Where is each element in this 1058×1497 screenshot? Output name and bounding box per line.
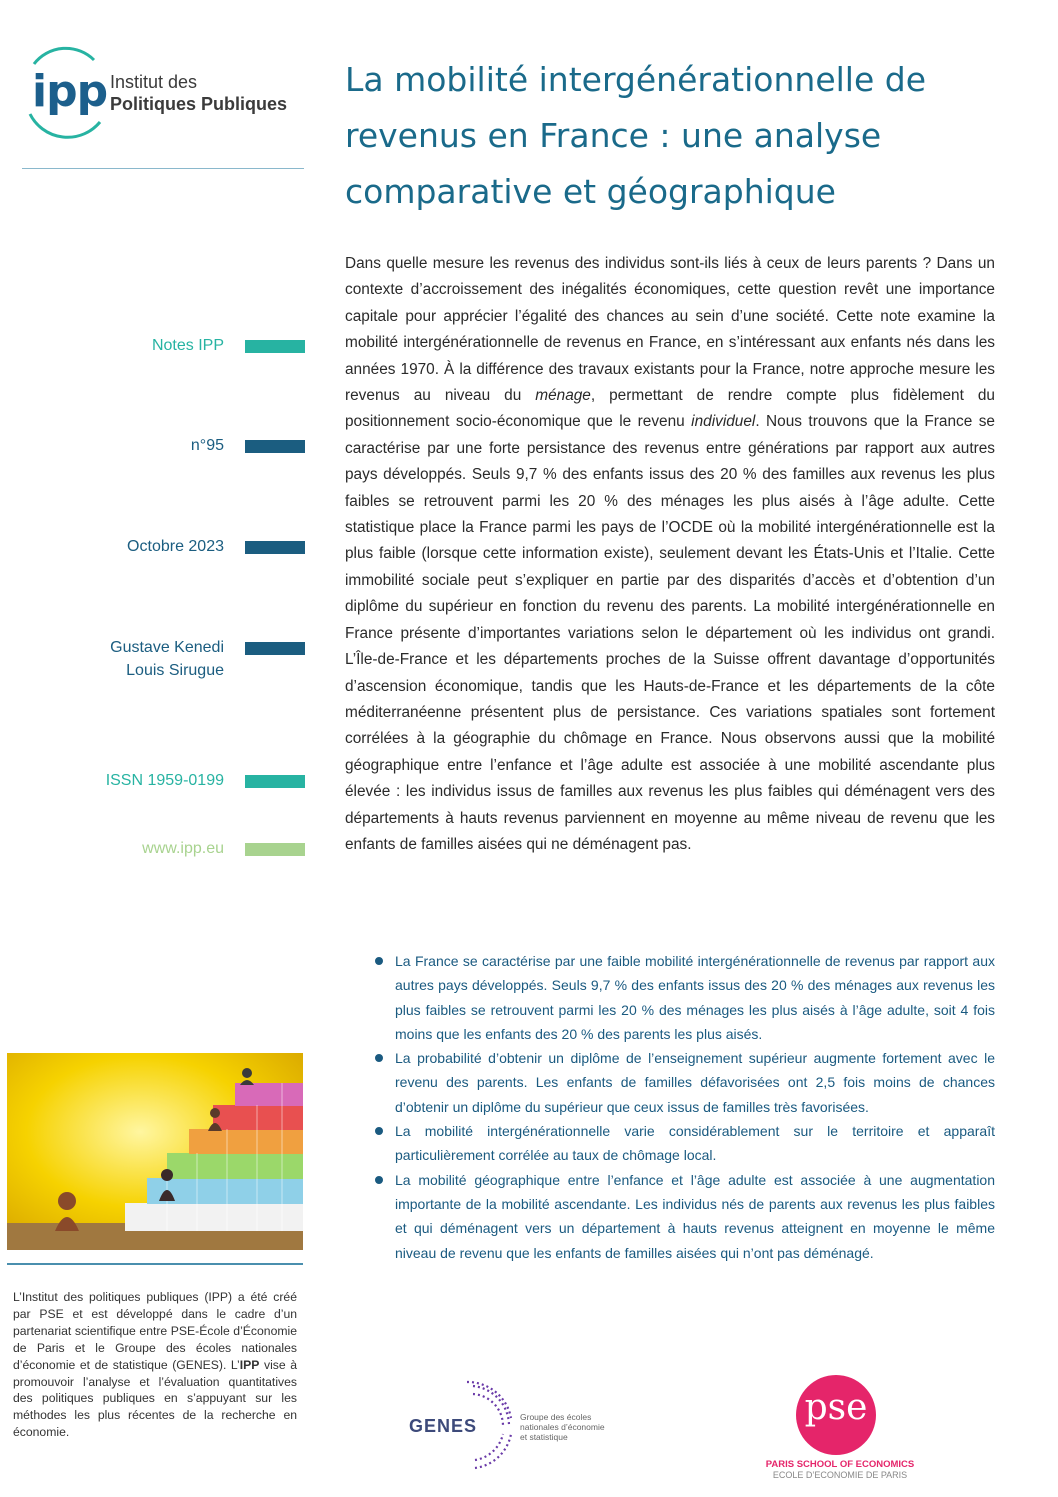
genes-sub-line-2: nationales d’économie [520, 1422, 605, 1432]
logo-divider [22, 168, 304, 169]
pse-logo[interactable] [760, 1373, 920, 1483]
finding-item [375, 949, 995, 1046]
logo-line-2: Politiques Publiques [110, 94, 288, 114]
staircase-blocks-illustration [7, 1053, 303, 1250]
finding-item [375, 1168, 995, 1265]
abstract-em-2: individuel [691, 413, 756, 431]
author-2: Louis Sirugue [126, 662, 224, 679]
genes-wordmark: GENES [409, 1416, 478, 1436]
cover-image [7, 1053, 303, 1250]
genes-sub-line-3: et statistique [520, 1432, 568, 1442]
logo-mark: ipp [32, 66, 108, 117]
finding-item [375, 1046, 995, 1119]
bullet-dot-icon [375, 957, 383, 965]
finding-text: La France se caractérise par une faible mobilité intergénérationnelle de revenus par rapport aux autres pays développés. Seuls 9,7 % des enfants issus des 20 % des ménages aux revenus les plus faibles se retrouvent parmi les 20 % des ménages les plus aisés à l’âge adulte, soit 4 fois moins que les enfants des 20 % des parents les plus aisés. [395, 953, 995, 1042]
ipp-description-bold: IPP [239, 1357, 260, 1372]
issn-bar [245, 775, 305, 788]
key-findings [375, 949, 995, 1265]
finding-text: La mobilité intergénérationnelle varie considérablement sur le territoire et apparaît particulièrement corrélée au taux de chômage local. [395, 1123, 995, 1164]
pse-name-fr: ECOLE D’ECONOMIE DE PARIS [772, 1470, 908, 1480]
page-title: La mobilité intergénérationnelle de revenus en France : une analyse comparative et géographique [345, 60, 926, 211]
date-bar [245, 541, 305, 554]
series-label: Notes IPP [151, 337, 224, 354]
ipp-description-part-1: L’Institut des politiques publiques (IPP) a été créé par PSE et est développé dans le cadre d’un partenariat scientifique entre PSE-École d’Économie de Paris et le Groupe des écoles nationales d’économie et de statistique (GENES). L’ [13, 1290, 297, 1372]
abstract-part-2: , permettant de rendre compte plus fidèlement du positionnement socio-économique que le revenu [345, 387, 995, 431]
author-1: Gustave Kenedi [110, 639, 224, 656]
bullet-dot-icon [375, 1054, 383, 1062]
logo-line-1: Institut des [110, 72, 198, 92]
number-bar [245, 440, 305, 453]
finding-item [375, 1119, 995, 1168]
abstract [345, 251, 995, 858]
ipp-description-part-2: vise à promouvoir l’analyse et l’évaluation quantitatives des politiques publiques en s’appuyant sur les méthodes les plus récentes de la recherche en économie. [13, 1357, 297, 1440]
website-link[interactable]: www.ipp.eu [142, 840, 224, 857]
genes-subtitle [520, 1412, 615, 1442]
pse-letters: pse [804, 1387, 868, 1428]
bullet-dot-icon [375, 1176, 383, 1184]
abstract-part-3: . Nous trouvons que la France se caractérise par une forte persistance des revenus entre générations par rapport aux autres pays développés. Seuls 9,7 % des enfants issus des 20 % des familles aux revenus les plus faibles se retrouvent parmi les 20 % des ménages les plus aisés à l’âge adulte. Cette statistique place la France parmi les pays de l’OCDE où la mobilité intergénérationnelle est la plus faible (lorsque cette information existe), seulement devant les États-Unis et l’Italie. Cette immobilité sociale peut s’expliquer en partie par des disparités d’accès et d’obtention d’un diplôme du supérieur en fonction du revenu des parents. La mobilité intergénérationnelle en France présente d’importantes variations selon le département où les individus ont grandi. L’Île-de-France et les départements proches de la Suisse offrent davantage d’opportunités d’ascension économique, tandis que les Hauts-de-France et les départements de la côte méditerranéenne présentent plus de persistance. Ces variations spatiales sont fortement corrélées à la géographie du chômage en France. Nous observons aussi que la mobilité géographique entre l’enfance et l’âge adulte est associée à une mobilité ascendante plus élevée : les individus issus de familles aux revenus les plus faibles qui déménagent vers des départements à hauts revenus parviennent en moyenne au même niveau de revenu que les enfants de familles aisées qui ne déménagent pas. [345, 413, 995, 853]
finding-text: La probabilité d’obtenir un diplôme de l’enseignement supérieur augmente fortement avec le revenu des parents. Les enfants de familles défavorisées ont 2,5 fois moins de chances d’obtenir un diplôme du supérieur que ceux issus de familles très favorisées. [395, 1050, 995, 1115]
genes-sub-line-1: Groupe des écoles [520, 1412, 592, 1422]
bullet-dot-icon [375, 1127, 383, 1135]
image-divider [7, 1263, 303, 1265]
abstract-em-1: ménage [535, 387, 591, 405]
issn: ISSN 1959-0199 [105, 772, 224, 789]
pse-name: PARIS SCHOOL OF ECONOMICS [765, 1459, 915, 1470]
finding-text: La mobilité géographique entre l’enfance et l’âge adulte est associée à une augmentation importante de la mobilité ascendante. Les individus nés de parents aux revenus les plus faibles et qui déménagent vers un département à hauts revenus atteignent en moyenne le même niveau de revenu que les enfants de familles aisées qui n’ont pas déménagé. [395, 1171, 995, 1261]
note-number: n°95 [190, 437, 224, 454]
website-bar [245, 843, 305, 856]
publication-date: Octobre 2023 [127, 538, 224, 555]
genes-logo[interactable] [405, 1378, 615, 1473]
abstract-part-1: Dans quelle mesure les revenus des individus sont-ils liés à ceux de leurs parents ? Dans un contexte d’accroissement des inégalités économiques, cette question revêt une importance capitale pour apprécier l’égalité des chances au sein d’une société. Cette note examine la mobilité intergénérationnelle de revenus en France, en s’intéressant aux enfants nés dans les années 1970. À la différence des travaux existants pour la France, notre approche mesure les revenus au niveau du [345, 255, 995, 405]
author-bar [245, 642, 305, 655]
ipp-logo[interactable] [22, 42, 312, 147]
ipp-description [13, 1289, 297, 1441]
series-bar [245, 340, 305, 353]
